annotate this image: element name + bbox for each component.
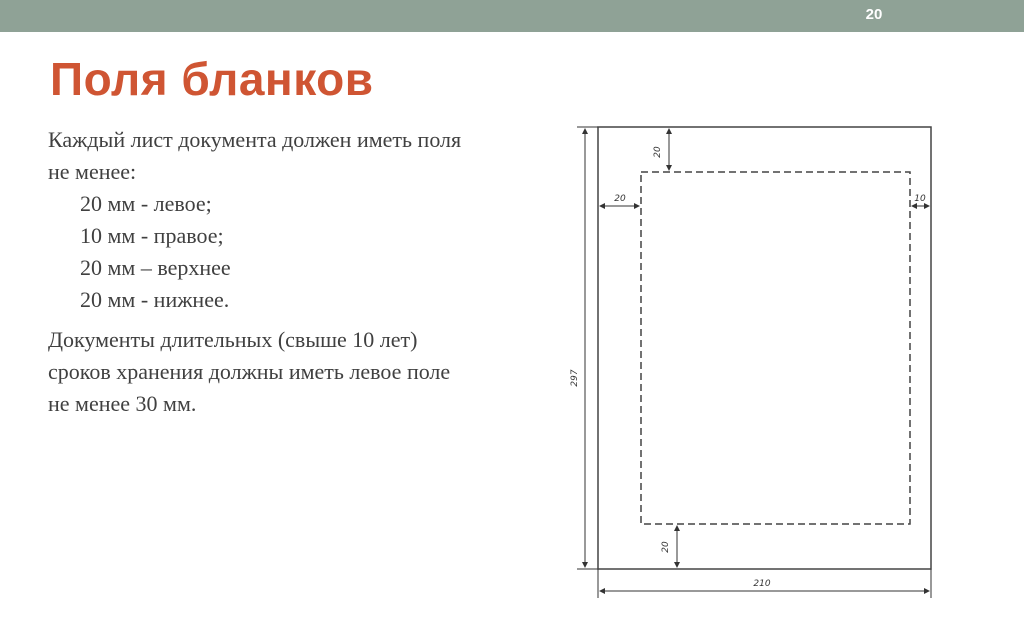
note-paragraph — [48, 324, 548, 420]
bottom-margin-label: 20 — [661, 541, 671, 553]
left-margin-label: 20 — [614, 194, 626, 204]
content-area — [641, 172, 910, 524]
page-outline — [598, 127, 931, 569]
note-line-1: Документы длительных (свыше 10 лет) — [48, 327, 418, 352]
top-margin-label: 20 — [653, 146, 663, 158]
margin-left-item: 20 мм - левое; — [80, 191, 212, 216]
intro-line-2: не менее: — [48, 159, 137, 184]
body-text — [48, 124, 548, 420]
right-margin-label: 10 — [914, 194, 926, 204]
page-margins-diagram — [560, 110, 960, 610]
note-line-2: сроков хранения должны иметь левое поле — [48, 359, 451, 384]
slide-number: 20 — [865, 6, 883, 23]
height-label: 297 — [570, 369, 580, 387]
margin-top-item: 20 мм – верхнее — [80, 255, 231, 280]
margin-right-item: 10 мм - правое; — [80, 223, 224, 248]
slide-title: Поля бланков — [50, 53, 374, 105]
margin-bottom-item: 20 мм - нижнее. — [80, 287, 230, 312]
note-line-3: не менее 30 мм. — [48, 391, 197, 416]
intro-line-1: Каждый лист документа должен иметь поля — [48, 127, 462, 152]
width-label: 210 — [753, 579, 771, 589]
